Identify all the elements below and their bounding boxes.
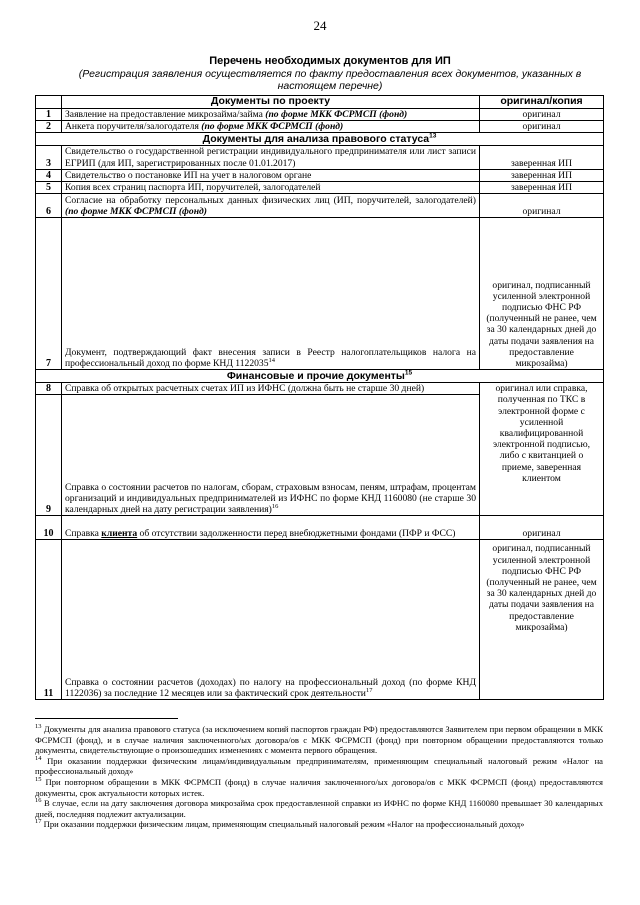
header-original-copy: оригинал/копия <box>480 96 604 109</box>
row-status: оригинал <box>480 194 604 218</box>
form-note: (по форме МКК ФСРМСП (фонд) <box>201 121 344 133</box>
footnote-separator <box>35 718 178 719</box>
row-description: Справка о состоянии расчетов (доходах) по налогу на профессиональный доход (по форме КНД 1122036) за последние 12 месяцев или за фактический срок деятельности$^{17}$ <box>62 540 480 700</box>
footnote-ref: 15 <box>404 369 413 377</box>
row-status: оригинал <box>480 109 604 121</box>
footnote-ref: 17 <box>365 687 373 695</box>
row-number: 7 <box>36 218 62 370</box>
row-status: оригинал <box>480 121 604 133</box>
row-number: 11 <box>36 540 62 700</box>
row-status: заверенная ИП <box>480 146 604 169</box>
row-number: 8 <box>36 383 62 395</box>
footnotes <box>35 724 603 830</box>
table-row <box>36 383 604 395</box>
row-status: заверенная ИП <box>480 169 604 181</box>
table-row <box>36 121 604 133</box>
section-row-finance <box>36 370 604 383</box>
row-number: 5 <box>36 182 62 194</box>
table-row <box>36 516 604 540</box>
footnote: $^{15}$ При повторном обращении в МКК ФСРМСП (фонд) в случае наличия заключенного/ых договора/ов с МКК ФСРМСП (фонд) предоставляются документы, срок актуальности которых истек. <box>35 776 603 798</box>
row-status: заверенная ИП <box>480 182 604 194</box>
row-description: Заявление на предоставление микрозайма/займа (по форме МКК ФСРМСП (фонд) <box>62 109 480 121</box>
row-number: 10 <box>36 516 62 540</box>
row-description: Справка о состоянии расчетов по налогам, сборам, страховым взносам, пеням, штрафам, процентам организаций и индивидуальных предпринимателей из ИФНС по форме КНД 1160080 (не старше 30 календарных дней на дату регистрации заявления)$^{16}$ <box>62 395 480 516</box>
footnote: $^{16}$ В случае, если на дату заключения договора микрозайма срок предоставленной справки из ИФНС по форме КНД 1160080 превышает 30 календарных дней, последняя подлежит актуализации. <box>35 797 603 819</box>
row-description: Справка клиента об отсутствии задолженности перед внебюджетными фондами (ПФР и ФСС) <box>62 516 480 540</box>
row-number: 2 <box>36 121 62 133</box>
table-row <box>36 182 604 194</box>
footnote-ref: 16 <box>271 503 279 511</box>
row-description: Свидетельство о государственной регистрации индивидуального предпринимателя или лист записи ЕГРИП (для ИП, зарегистрированных после 01.01.2017) <box>62 146 480 169</box>
row-description: Анкета поручителя/залогодателя (по форме МКК ФСРМСП (фонд) <box>62 121 480 133</box>
row-description: Справка об открытых расчетных счетах ИП из ИФНС (должна быть не старше 30 дней) <box>62 383 480 395</box>
row-status: оригинал или справка, полученная по ТКС в электронной форме с усиленной квалифицированной электронной подписью, либо с квитанцией о приеме, заверенная клиентом <box>480 383 604 516</box>
table-row <box>36 540 604 700</box>
section-row-legal <box>36 133 604 146</box>
row-number: 6 <box>36 194 62 218</box>
header-documents: Документы по проекту <box>62 96 480 109</box>
row-number: 3 <box>36 146 62 169</box>
section-heading-finance: Финансовые и прочие документы$^{15}$ <box>36 370 604 383</box>
footnote-ref: 13 <box>429 132 437 140</box>
form-note: (по форме МКК ФСРМСП (фонд) <box>65 206 207 218</box>
row-status: оригинал, подписанный усиленной электронной подписью ФНС РФ (полученный не ранее, чем за 30 календарных дней до даты подачи заявления на предоставление микрозайма) <box>480 540 604 700</box>
row-status: оригинал, подписанный усиленной электронной подписью ФНС РФ (полученный не ранее, чем за 30 календарных дней до даты подачи заявления на предоставление микрозайма) <box>480 218 604 370</box>
row-status: оригинал <box>480 516 604 540</box>
table-row <box>36 218 604 370</box>
section-heading-legal: Документы для анализа правового статуса$^{13}$ <box>36 133 604 146</box>
table-row <box>36 194 604 218</box>
row-description: Согласие на обработку персональных данных физических лиц (ИП, поручителей, залогодателей) (по форме МКК ФСРМСП (фонд) <box>62 194 480 218</box>
footnote: $^{13}$ Документы для анализа правового статуса (за исключением копий паспортов граждан РФ) предоставляются Заявителем при первом обращении в МКК ФСРМСП (фонд), и в случае наличия заключенного/ых договора/ов с МКК ФСРМСП (фонд) при повторном обращении предоставляются только документы, свидетельствующие о произошедших изменениях с момента первого обращения. <box>35 723 603 756</box>
table-header-row <box>36 96 604 109</box>
row-description: Копия всех страниц паспорта ИП, поручителей, залогодателей <box>62 182 480 194</box>
row-number: 1 <box>36 109 62 121</box>
document-subtitle: (Регистрация заявления осуществляется по факту предоставления всех документов, указанных в настоящем перечне) <box>78 68 582 92</box>
table-row <box>36 169 604 181</box>
footnote: $^{14}$ При оказании поддержки физическим лицам/индивидуальным предпринимателям, применяющим специальный налоговый режим «Налог на профессиональный доход» <box>35 754 603 777</box>
row-number: 9 <box>36 395 62 516</box>
form-note: (по форме МКК ФСРМСП (фонд) <box>265 109 408 120</box>
page-number: 24 <box>313 18 327 33</box>
footnote: $^{17}$ При оказании поддержки физическим лицам, применяющим специальный налоговый режим «Налог на профессиональный доход» <box>35 818 525 830</box>
table-row <box>36 109 604 121</box>
footnote-ref: 14 <box>268 356 276 364</box>
header-number <box>36 96 62 109</box>
table-row <box>36 146 604 169</box>
documents-table <box>35 95 604 700</box>
row-description: Свидетельство о постановке ИП на учет в налоговом органе <box>62 169 480 181</box>
document-title: Перечень необходимых документов для ИП <box>209 55 451 67</box>
row-number: 4 <box>36 169 62 181</box>
row-description: Документ, подтверждающий факт внесения записи в Реестр налогоплательщиков налога на профессиональный доход по форме КНД 1122035$^{14}$ <box>62 218 480 370</box>
